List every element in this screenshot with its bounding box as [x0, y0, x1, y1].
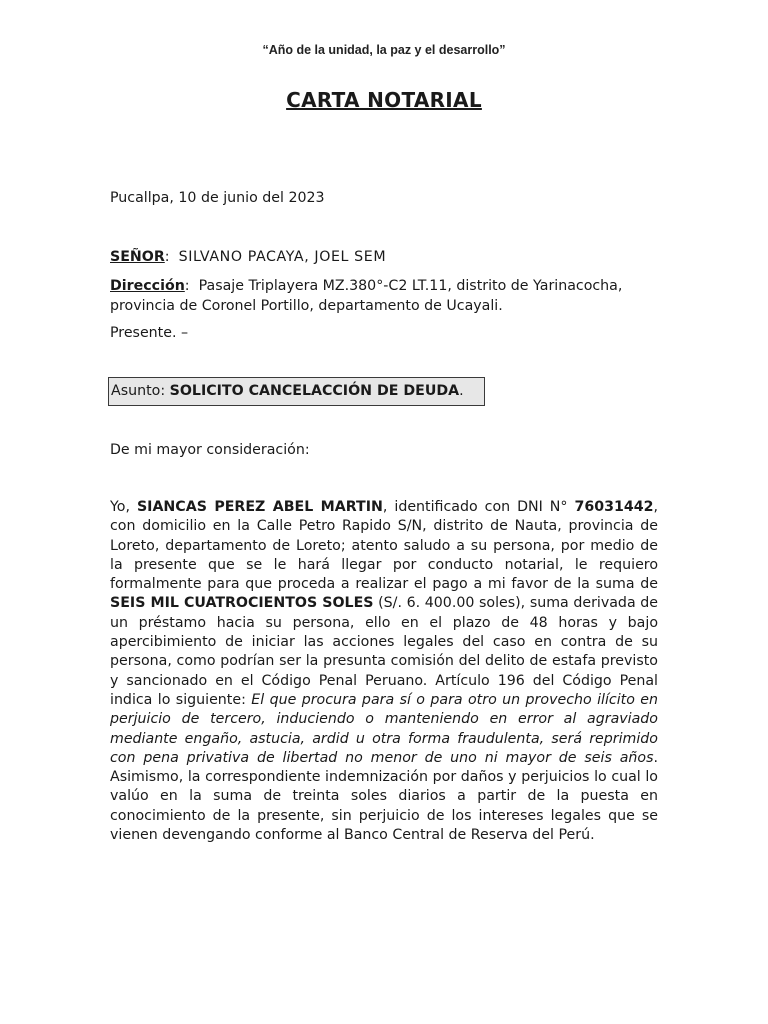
document-title: CARTA NOTARIAL	[286, 88, 482, 112]
address-block	[110, 276, 658, 316]
year-motto: “Año de la unidad, la paz y el desarrollo”	[262, 43, 506, 57]
recipient-line	[110, 247, 386, 267]
date-line: Pucallpa, 10 de junio del 2023	[110, 190, 325, 206]
sender-dni: 76031442	[574, 499, 654, 515]
body-text-2: , identificado con DNI N°	[382, 499, 575, 515]
amount-words: SEIS MIL CUATROCIENTOS SOLES	[110, 595, 374, 612]
sender-name: SIANCAS PEREZ ABEL MARTIN	[136, 499, 383, 515]
recipient-colon: :	[164, 249, 170, 265]
address-text: Pasaje Triplayera MZ.380°-C2 LT.11, distrito de Yarinacocha, provincia de Coronel Portillo, departamento de Ucayali.	[110, 278, 623, 314]
body-text-4: (S/. 6. 400.00 soles), suma derivada de un préstamo hacia su persona, ello en el plazo de 48 horas y bajo apercibimiento de iniciar las acciones legales del caso en contra de su persona, como podrían ser la presunta comisión del delito de estafa previsto y sancionado en el Código Penal Peruano. Artículo 196 del Código Penal indica lo siguiente:	[110, 595, 658, 708]
body-text-3: , con domicilio en la Calle Petro Rapido S/N, distrito de Nauta, provincia de Loreto, departamento de Loreto; atento saludo a su persona, por medio de la presente que se le hará llegar por conducto notarial, le requiero formalmente para que proceda a realizar el pago a mi favor de la suma de	[110, 499, 659, 593]
salutation: De mi mayor consideración:	[110, 442, 310, 458]
recipient-label: SEÑOR	[110, 249, 165, 265]
body-paragraph	[110, 498, 658, 845]
presente-line: Presente. –	[110, 325, 189, 341]
legal-quote: El que procura para sí o para otro un provecho ilícito en perjuicio de tercero, induciendo o manteniendo en error al agraviado mediante engaño, astucia, ardid u otra forma fraudulenta, será reprimido con pena privativa de libertad no menor de uno ni mayor de seis años	[110, 691, 658, 766]
body-text-1: Yo,	[110, 499, 137, 515]
subject-end: .	[459, 383, 464, 399]
address-colon: :	[184, 278, 190, 294]
subject-box	[108, 377, 485, 406]
address-label: Dirección	[110, 278, 185, 294]
recipient-name: SILVANO PACAYA, JOEL SEM	[178, 249, 387, 265]
body-text-5: . Asimismo, la correspondiente indemnización por daños y perjuicios lo cual lo valúo en la suma de treinta soles diarios a partir de la puesta en conocimiento de la presente, sin perjuicio de los intereses legales que se vienen devengando conforme al Banco Central de Reserva del Perú.	[110, 749, 658, 844]
subject-label: Asunto:	[111, 383, 170, 399]
subject-value: SOLICITO CANCELACCIÓN DE DEUDA	[169, 383, 460, 399]
